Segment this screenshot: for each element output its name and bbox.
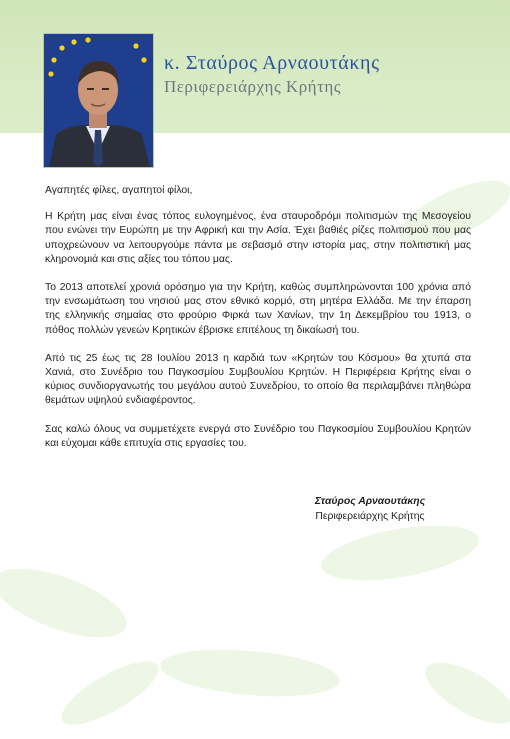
portrait-illustration (44, 34, 153, 167)
portrait-photo (44, 34, 153, 167)
letter-paragraph-4: Σας καλώ όλους να συμμετέχετε ενεργά στο Συνέδριο του Παγκοσμίου Συμβουλίου Κρητών και εύχομαι κάθε επιτυχία στις εργασίες του. (45, 423, 471, 449)
signature-role: Περιφερειάρχης Κρήτης (315, 511, 425, 522)
letter-paragraph-1: Η Κρήτη μας είναι ένας τόπος ευλογημένος, ένα σταυροδρόμι πολιτισμών της Μεσογείου που ενώνει την Ευρώπη με την Αφρική και την Ασία. Έχει βαθιές ρίζες πολιτισμού που μας υποχρεώνουν να λειτουργούμε πάντα με σεβασμό στην ιστορία μας, στην πολιτιστική μας κληρονομιά και στις αξίες του τόπου μας. (45, 211, 471, 265)
signature-block (270, 494, 470, 524)
letter-body (45, 184, 471, 465)
signature-name: Σταύρος Αρναουτάκης (314, 496, 426, 507)
header-name: κ. Σταύρος Αρναουτάκης (164, 52, 380, 74)
header-role: Περιφερειάρχης Κρήτης (164, 77, 342, 96)
letter-paragraph-3: Από τις 25 έως τις 28 Ιουλίου 2013 η καρδιά των «Κρητών του Κόσμου» θα χτυπά στα Χανιά, στο Συνέδριο του Παγκοσμίου Συμβουλίου Κρητών. Η Περιφέρεια Κρήτης είναι ο κύριος συνδιοργανωτής του μεγάλου αυτού Συνεδρίου, το οποίο θα περιλαμβάνει πληθώρα θεμάτων υψηλού ενδιαφέροντος. (45, 352, 471, 407)
letter-greeting: Αγαπητές φίλες, αγαπητοί φίλοι, (45, 185, 193, 196)
letter-paragraph-2: Το 2013 αποτελεί χρονιά ορόσημο για την Κρήτη, καθώς συμπληρώνονται 100 χρόνια από την ενσωμάτωση του νησιού μας στον εθνικό κορμό, στη μητέρα Ελλάδα. Με την έπαρση της ελληνικής σημαίας στο φρούριο Φιρκά των Χανίων, την 1η Δεκεμβρίου του 1913, ο πόθος πολλών γενεών Κρητικών έβρισκε επιτέλους τη δικαίωσή του. (45, 282, 471, 336)
